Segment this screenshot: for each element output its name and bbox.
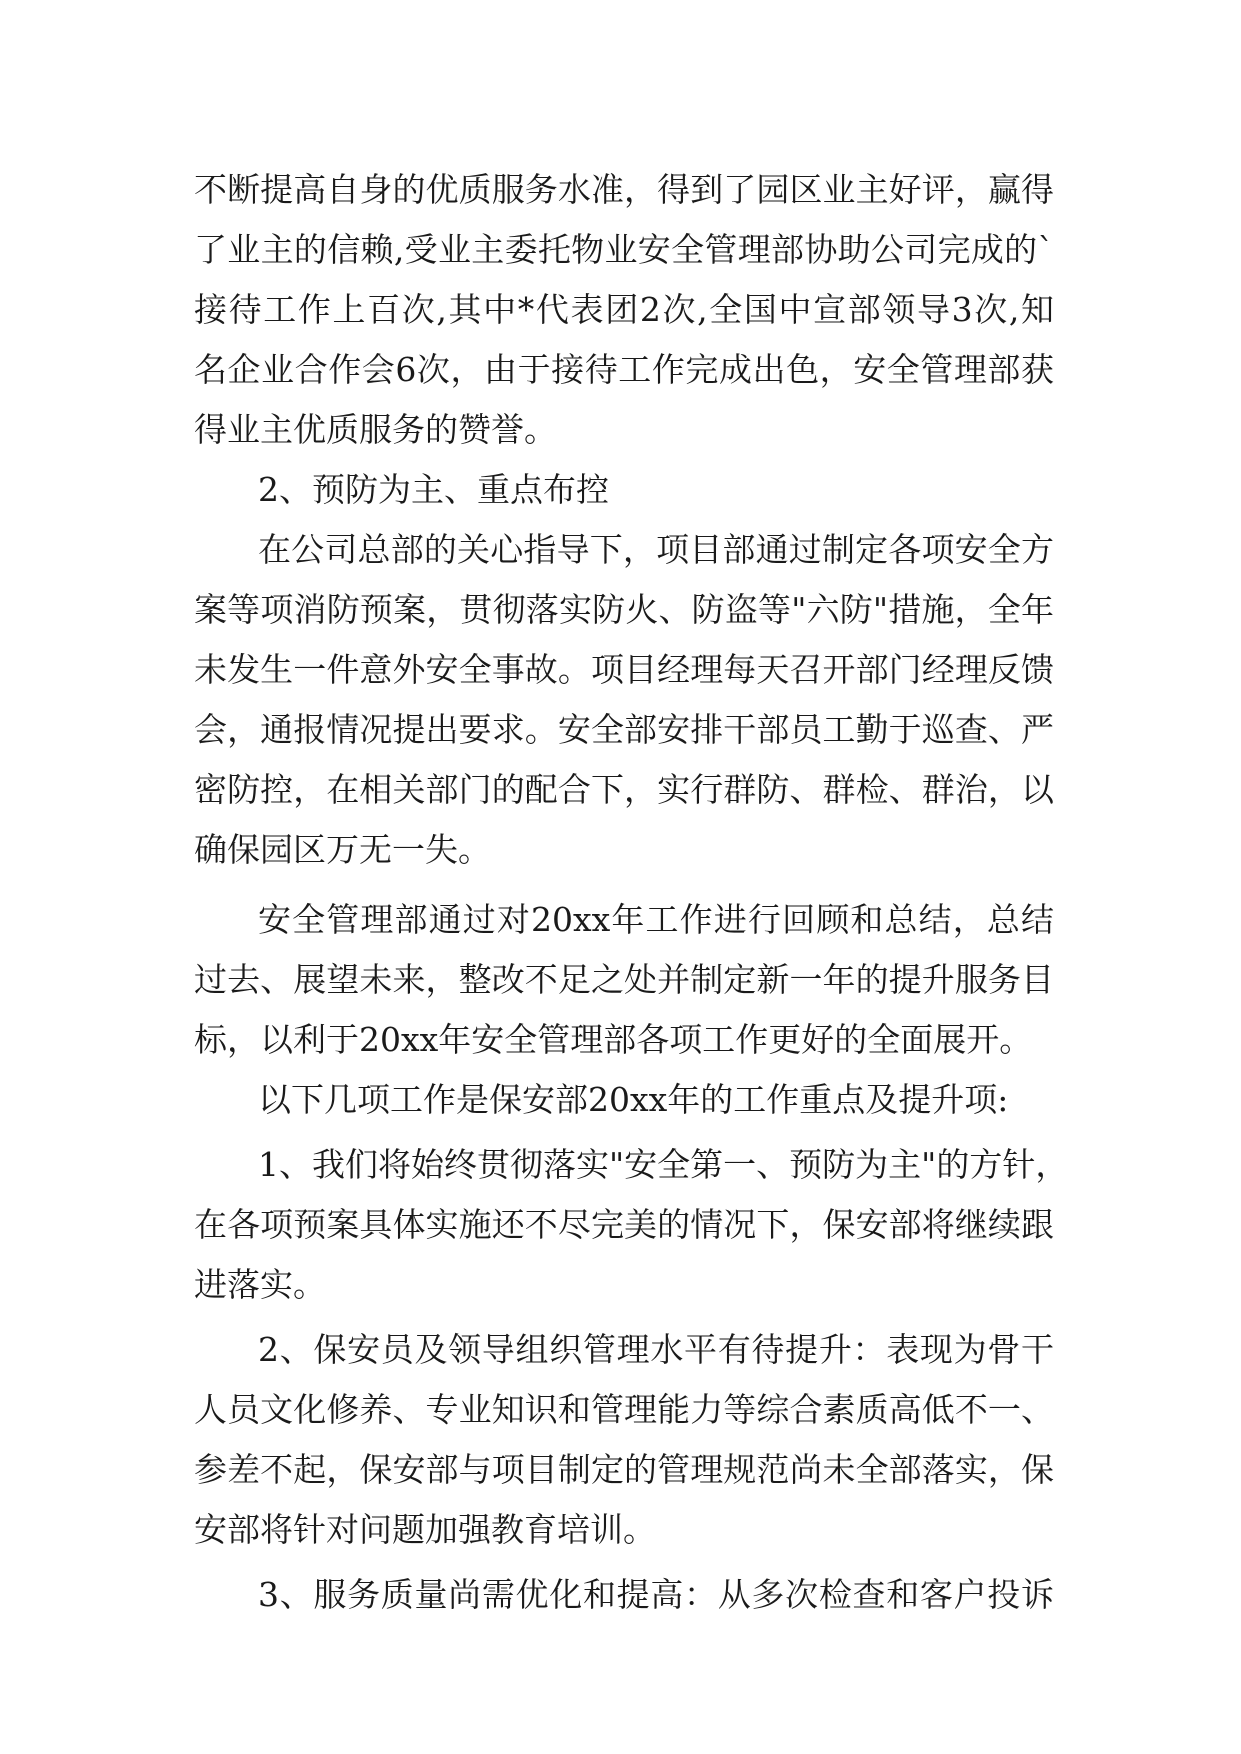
text-line: 名企业合作会6次，由于接待工作完成出色，安全管理部获 [194, 350, 1054, 389]
text-line: 得业主优质服务的赞誉。 [194, 410, 557, 449]
text-line: 了业主的信赖,受业主委托物业安全管理部协助公司完成的` [194, 230, 1054, 269]
text-line: 过去、展望未来，整改不足之处并制定新一年的提升服务目 [194, 960, 1054, 999]
text-line: 安全管理部通过对20xx年工作进行回顾和总结，总结 [258, 900, 1054, 939]
text-line: 进落实。 [194, 1265, 326, 1304]
text-line: 3、服务质量尚需优化和提高：从多次检查和客户投诉 [258, 1575, 1054, 1614]
text-line: 1、我们将始终贯彻落实"安全第一、预防为主"的方针， [258, 1145, 1069, 1184]
text-line: 参差不起，保安部与项目制定的管理规范尚未全部落实，保 [194, 1450, 1054, 1489]
text-line: 在各项预案具体实施还不尽完美的情况下，保安部将继续跟 [194, 1205, 1054, 1244]
text-line: 不断提高自身的优质服务水准，得到了园区业主好评，赢得 [194, 170, 1054, 209]
text-line: 接待工作上百次,其中*代表团2次,全国中宣部领导3次,知 [194, 290, 1054, 329]
section-heading: 2、预防为主、重点布控 [258, 470, 609, 509]
text-line: 案等项消防预案，贯彻落实防火、防盗等"六防"措施，全年 [194, 590, 1054, 629]
text-line: 2、保安员及领导组织管理水平有待提升：表现为骨干 [258, 1330, 1054, 1369]
text-line: 未发生一件意外安全事故。项目经理每天召开部门经理反馈 [194, 650, 1054, 689]
text-line: 标，以利于20xx年安全管理部各项工作更好的全面展开。 [194, 1020, 1033, 1059]
text-line: 在公司总部的关心指导下，项目部通过制定各项安全方 [258, 530, 1054, 569]
text-line: 密防控，在相关部门的配合下，实行群防、群检、群治，以 [194, 770, 1054, 809]
text-line: 人员文化修养、专业知识和管理能力等综合素质高低不一、 [194, 1390, 1054, 1429]
text-line: 安部将针对问题加强教育培训。 [194, 1510, 656, 1549]
text-line: 以下几项工作是保安部20xx年的工作重点及提升项: [258, 1080, 1009, 1119]
text-line: 会，通报情况提出要求。安全部安排干部员工勤于巡查、严 [194, 710, 1054, 749]
text-line: 确保园区万无一失。 [194, 830, 491, 869]
